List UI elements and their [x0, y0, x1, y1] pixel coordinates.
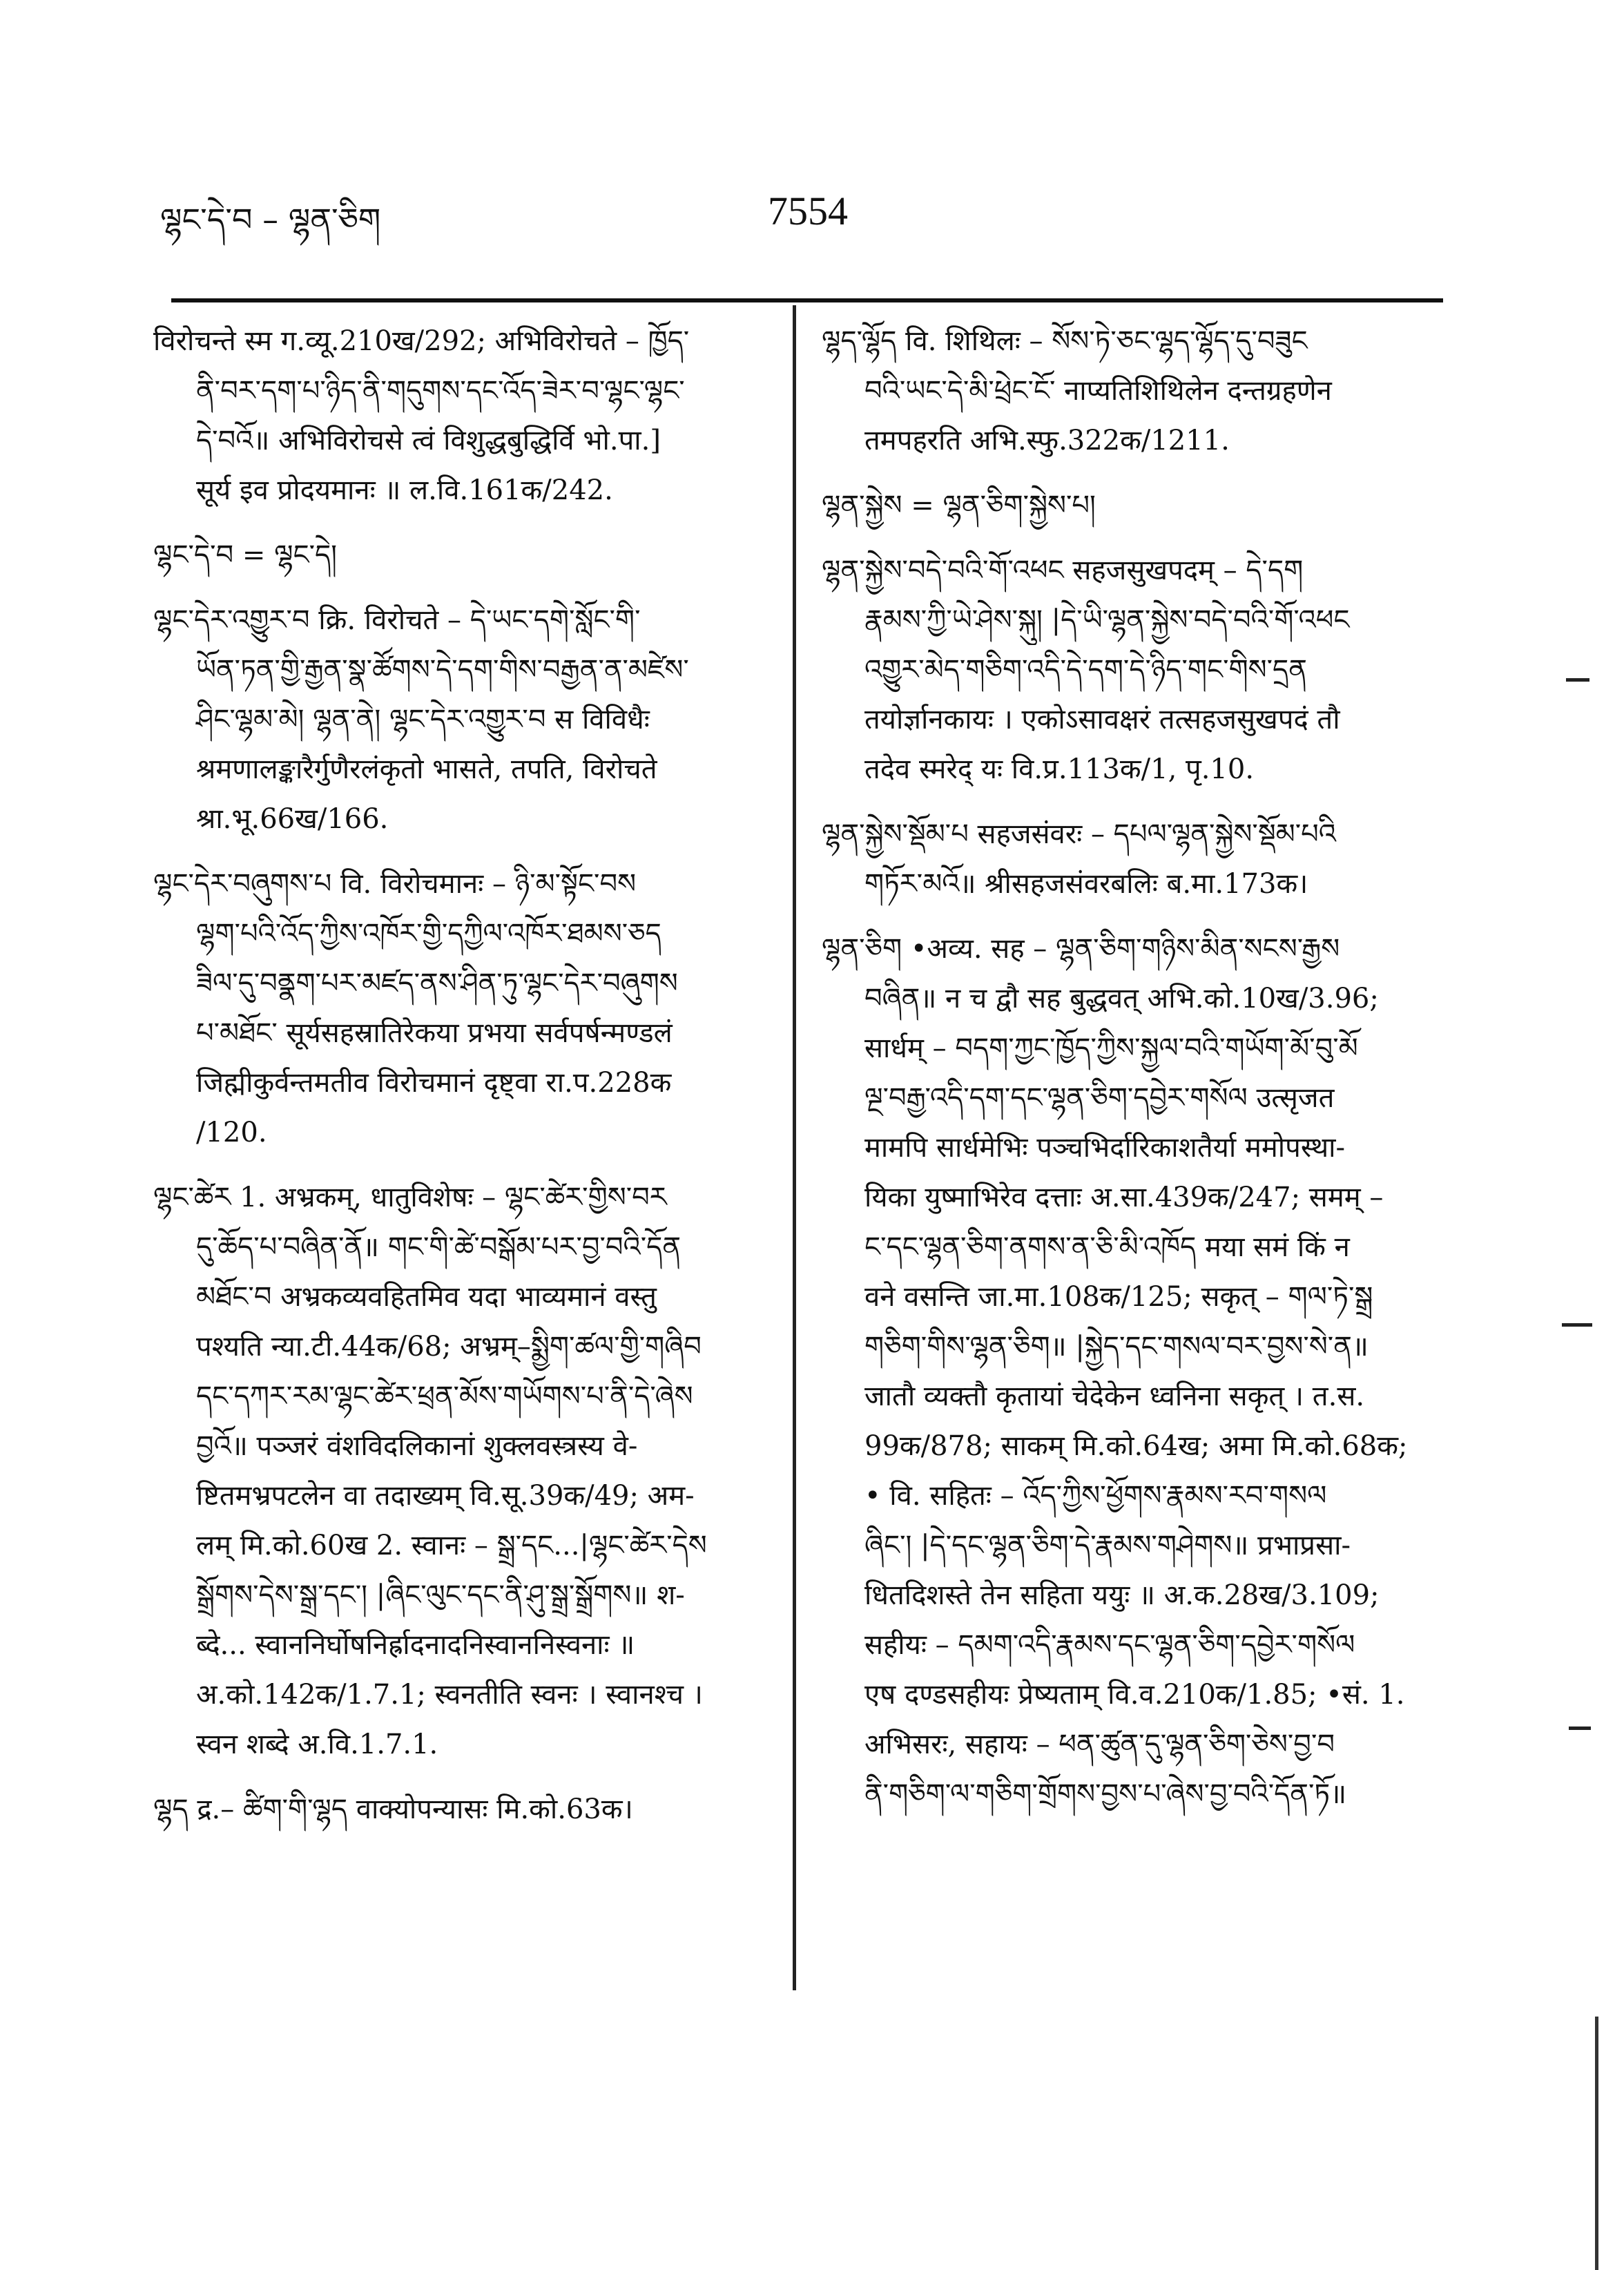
entry-line: श्रमणालङ्कारैर्गुणैरलंकृतो भासते, तपति, विरोचते [196, 753, 657, 785]
entry-line: तयोर्ज्ञानकायः । एकोऽसावक्षरं तत्सहजसुखपदं तौ [864, 704, 1340, 735]
margin-mark [1569, 1726, 1591, 1730]
entry-line: སྒྲོགས་དེས་སྒྲ་དང་། |ཞིང་ལུང་དང་ནི་ཤུ་སྒྲ་སྒྲོགས॥ श- [196, 1579, 685, 1611]
entry-line: सार्धम् – བདག་ཀྱང་ཁྱོད་ཀྱིས་སྐྱལ་བའི་གཡོག་མོ་བུ་མོ [864, 1032, 1358, 1064]
entry-line: जातौ व्यक्तौ कृतायां चेदेकेन ध्वनिना सकृत् । त.स. [864, 1381, 1365, 1412]
header-rule [171, 298, 1443, 302]
margin-mark [1562, 1323, 1592, 1327]
entry-line: पश्यति न्या.टी.44क/68; अभ्रम्–སྨྱིག་ཚལ་གྱི་གཞིབ [196, 1331, 702, 1363]
running-head: ལྷང་དེ་བ – ལྷན་ཅིག [160, 201, 381, 238]
entry-line: དང་དཀར་རམ་ལྷང་ཚེར་ཕྲན་མོས་གཡོགས་པ་ནི་དེ་ཞེས [196, 1381, 693, 1412]
entry-headline: ལྷང་དེར་བཞུགས་པ वि. विरोचमानः – ཉི་མ་སྟོང་བས [153, 868, 637, 900]
dictionary-entry [822, 316, 1457, 465]
entry-line: स्वन शब्दे अ.वि.1.7.1. [196, 1729, 438, 1760]
entry-line: अ.को.142क/1.7.1; स्वनतीति स्वनः । स्वानश्च । [196, 1679, 703, 1711]
column-divider [793, 305, 796, 1990]
page-number: 7554 [768, 189, 848, 233]
dictionary-entry [153, 316, 775, 515]
dictionary-entry [153, 1173, 775, 1769]
entry-line: རྣམས་ཀྱི་ཡེ་ཤེས་སྐུ། |དེ་ཡི་ལྷན་སྐྱེས་བདེ་བའི་གོ་འཕང [864, 604, 1350, 636]
entry-line: /120. [196, 1117, 267, 1148]
entry-headline: ལྷན་སྐྱེས་བདེ་བའི་གོ་འཕང सहजसुखपदम् – དེ་དག [822, 555, 1304, 586]
margin-mark [1566, 678, 1589, 682]
entry-line: जिह्मीकुर्वन्तमतीव विरोचमानं दृष्ट्वा रा.प.228क [196, 1067, 672, 1099]
entry-headline: ལྷན་སྐྱེས་སྡོམ་པ सहजसंवरः – དཔལ་ལྷན་སྐྱེས་སྡོམ་པའི [822, 818, 1336, 850]
entry-line: • वि. सहितः – འོད་ཀྱིས་ཕྱོགས་རྣམས་རབ་གསལ [864, 1480, 1327, 1512]
entry-line: བྱའོ॥ पञ्जरं वंशविदलिकानां शुक्लवस्त्रस्य वे- [196, 1430, 638, 1462]
entry-line: ནི་བར་དག་པ་ཉིད་ནི་གདུགས་དང་འོད་ཟེར་བ་ལྷང་ལྷང་ [196, 375, 685, 407]
entry-headline: ལྷང་ཚེར 1. अभ्रकम्, धातुविशेषः – ལྷང་ཚེར་གྱིས་བར [153, 1182, 667, 1213]
entry-headline: ལྷན་སྐྱེས = ལྷན་ཅིག་སྐྱེས་པ། [822, 490, 1096, 521]
entry-headline: विरोचन्ते स्म ग.व्यू.210ख/292; अभिविरोचते – ཁྱོད་ [153, 325, 690, 357]
left-column [153, 316, 775, 1849]
entry-line: लम् मि.को.60ख 2. स्वानः – སྒྲ་དང...|ལྷང་ཚེར་དེས [196, 1530, 707, 1561]
entry-headline: ལྷང་དེ་བ = ལྷང་དེ། [153, 539, 338, 571]
entry-line: अभिसरः, सहायः – ཕན་ཚུན་དུ་ལྷན་ཅིག་ཅེས་བྱ་བ [864, 1729, 1335, 1760]
entry-line: सूर्य इव प्रोदयमानः ॥ ल.वि.161क/242. [196, 474, 613, 506]
entry-line: ལྔ་བརྒྱ་འདི་དག་དང་ལྷན་ཅིག་དབྱེར་གསོལ उत्सृजत [864, 1082, 1335, 1114]
entry-line: ཤིང་ལྷམ་མེ། ལྷན་ནེ། ལྷང་དེར་འགྱུར་བ स विविधैः [196, 704, 650, 735]
dictionary-entry [153, 859, 775, 1157]
entry-line: यिका युष्माभिरेव दत्ताः अ.सा.439क/247; समम् – [864, 1182, 1384, 1213]
entry-line: ཡོན་ཏན་གྱི་རྒྱན་སྣ་ཚོགས་དེ་དག་གིས་བརྒྱན་ན་མཛེས་ [196, 654, 689, 686]
entry-line: धितदिशस्ते तेन सहिता ययुः ॥ अ.क.28ख/3.109; [864, 1579, 1380, 1611]
entry-line: ष्टितमभ्रपटलेन वा तदाख्यम् वि.सू.39क/49; अम- [196, 1480, 695, 1512]
entry-line: འགྱུར་མེད་གཅིག་འདི་དེ་དག་དེ་ཉིད་གང་གིས་དྲན [864, 654, 1307, 686]
right-column [822, 316, 1457, 1834]
entry-line: གཏོར་མའོ॥ श्रीसहजसंवरबलिः ब.मा.173क। [864, 868, 1308, 900]
entry-line: वने वसन्ति जा.मा.108क/125; सकृत् – གལ་ཏེ་སྒྲ [864, 1281, 1373, 1313]
entry-line: तदेव स्मरेद् यः वि.प्र.113क/1, पृ.10. [864, 753, 1255, 785]
entry-line: མཐོང་བ अभ्रकव्यवहितमिव यदा भाव्यमानं वस्तु [196, 1281, 657, 1313]
dictionary-entry [153, 1785, 775, 1834]
entry-line: ང་དང་ལྷན་ཅིག་ནགས་ན་ཅི་མི་འཁོད मया समं किं न [864, 1231, 1350, 1263]
dictionary-entry [153, 595, 775, 844]
entry-line: གཅིག་གིས་ལྷན་ཅིག॥ |སྐྱེད་དང་གསལ་བར་བྱས་སེ་ན॥ [864, 1331, 1369, 1363]
entry-line: मामपि सार्धमेभिः पञ्चभिर्दारिकाशतैर्या ममोपस्था- [864, 1132, 1346, 1164]
entry-line: ནི་གཅིག་ལ་གཅིག་གྲོགས་བྱས་པ་ཞེས་བྱ་བའི་དོན་ཏོ॥ [864, 1778, 1347, 1810]
entry-line: 99क/878; साकम् मि.को.64ख; अमा मि.को.68क; [864, 1430, 1408, 1462]
dictionary-entry [822, 924, 1457, 1819]
entry-headline: ལྷན་ཅིག •अव्य. सह – ལྷན་ཅིག་གཉིས་མིན་སངས་རྒྱས [822, 933, 1340, 965]
entry-line: ब्दे... स्वाननिर्घोषनिर्ह्रादनादनिस्वाननिस्वनाः ॥ [196, 1629, 635, 1661]
entry-headline: ལྷད द्र.– ཚིག་གི་ལྷད वाक्योपन्यासः मि.को.63क। [153, 1793, 633, 1825]
entry-line: सहीयः – དམག་འདི་རྣམས་དང་ལྷན་ཅིག་དབྱེར་གསོལ [864, 1629, 1355, 1661]
entry-line: བའི་ཡང་དེ་མི་ཕྲེང་ངོ་ नाप्यतिशिथिलेन दन्तग्रहणेन [864, 375, 1332, 407]
entry-line: श्रा.भू.66ख/166. [196, 803, 389, 835]
dictionary-entry [822, 546, 1457, 794]
entry-line: ཟིལ་དུ་བནྣག་པར་མཛད་ནས་ཤིན་ཏུ་ལྷང་དེར་བཞུགས [196, 968, 678, 999]
entry-line: དེ་བའོ॥ अभिविरोचसे त्वं विशुद्धबुद्धिर्वि भो.पा.] [196, 425, 661, 456]
entry-headline: ལྷད་ལྷོད वि. शिथिलः – སོས་ཏེ་ཅང་ལྷད་ལྷོད་དུ་བཟུང [822, 325, 1308, 357]
entry-line: ལྷག་པའི་འོད་ཀྱིས་འཁོར་གྱི་དཀྱིལ་འཁོར་ཐམས་ཅད [196, 918, 661, 950]
entry-line: པ་མཐོང་ सूर्यसहस्रातिरेकया प्रभया सर्वपर्षन्मण्डलं [196, 1017, 673, 1049]
dictionary-entry [822, 481, 1457, 530]
entry-line: བཞིན॥ न च द्वौ सह बुद्धवत् अभि.को.10ख/3.96; [864, 983, 1379, 1014]
dictionary-entry [822, 809, 1457, 909]
entry-line: एष दण्डसहीयः प्रेष्यताम् वि.व.210क/1.85; •सं. 1. [864, 1679, 1405, 1711]
scan-edge [1595, 2017, 1598, 2270]
entry-headline: ལྷང་དེར་འགྱུར་བ क्रि. विरोचते – དེ་ཡང་དགེ་སློང་གི་ [153, 604, 641, 636]
dictionary-entry [153, 530, 775, 580]
entry-line: ཞིང་། |དེ་དང་ལྷན་ཅིག་དེ་རྣམས་གཤེགས॥ प्रभाप्रसा- [864, 1530, 1351, 1561]
entry-line: དུ་ཆོད་པ་བཞིན་ནོ॥ གང་གི་ཚེ་བསྒོམ་པར་བྱ་བའི་དོན [196, 1231, 681, 1263]
entry-line: तमपहरति अभि.स्फु.322क/1211. [864, 425, 1230, 456]
